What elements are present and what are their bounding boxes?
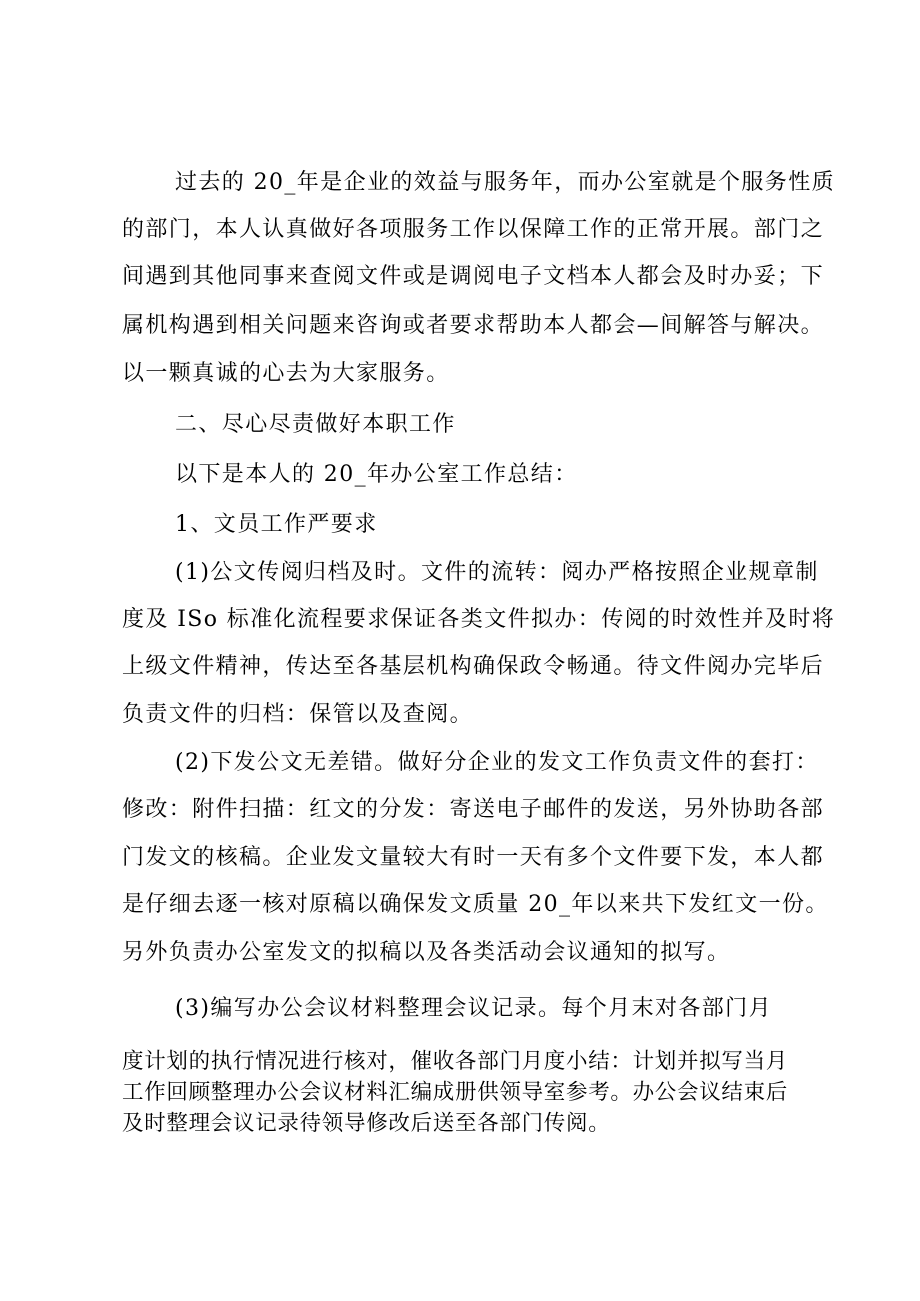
item-2-line-3: 门发文的核稿。企业发文量较大有时一天有多个文件要下发，本人都: [122, 845, 825, 870]
paragraph-1-line-5: 以一颗真诚的心去为大家服务。: [122, 361, 450, 386]
item-2-line-2: 修改：附件扫描：红文的分发：寄送电子邮件的发送，另外协助各部: [122, 797, 825, 822]
item-1-line-1: (1)公文传阅归档及时。文件的流转：阅办严格按照企业规章制: [175, 560, 819, 585]
item-3-line-1: (3)编写办公会议材料整理会议记录。每个月末对各部门月: [175, 996, 772, 1021]
summary-intro: 以下是本人的 20_年办公室工作总结：: [175, 462, 578, 487]
paragraph-1-line-1: 过去的 20_年是企业的效益与服务年，而办公室就是个服务性质: [175, 170, 835, 195]
item-2-line-4: 是仔细去逐一核对原稿以确保发文质量 20_年以来共下发红文一份。: [122, 892, 829, 917]
paragraph-1-line-2: 的部门，本人认真做好各项服务工作以保障工作的正常开展。部门之: [122, 217, 825, 242]
paragraph-1-line-3: 间遇到其他同事来查阅文件或是调阅电子文档本人都会及时办妥；下: [122, 264, 825, 289]
item-3-line-4: 及时整理会议记录待领导修改后送至各部门传阅。: [122, 1111, 611, 1136]
item-3-line-3: 工作回顾整理办公会议材料汇编成册供领导室参考。办公会议结束后: [122, 1080, 789, 1105]
item-1-line-4: 负责文件的归档：保管以及查阅。: [122, 702, 474, 727]
section-heading: 二、尽心尽责做好本职工作: [175, 412, 456, 437]
item-1-line-3: 上级文件精神，传达至各基层机构确保政令畅通。待文件阅办完毕后: [122, 654, 825, 679]
paragraph-1-line-4: 属机构遇到相关问题来咨询或者要求帮助本人都会—间解答与解决。: [122, 313, 825, 338]
subsection-heading: 1、文员工作严要求: [175, 512, 378, 537]
item-1-line-2: 度及 ISo 标准化流程要求保证各类文件拟办：传阅的时效性并及时将: [122, 607, 836, 632]
item-2-line-1: (2)下发公文无差错。做好分企业的发文工作负责文件的套打：: [175, 750, 819, 775]
item-3-line-2: 度计划的执行情况进行核对，催收各部门月度小结：计划并拟写当月: [122, 1049, 789, 1074]
item-2-line-5: 另外负责办公室发文的拟稿以及各类活动会议通知的拟写。: [122, 940, 731, 965]
